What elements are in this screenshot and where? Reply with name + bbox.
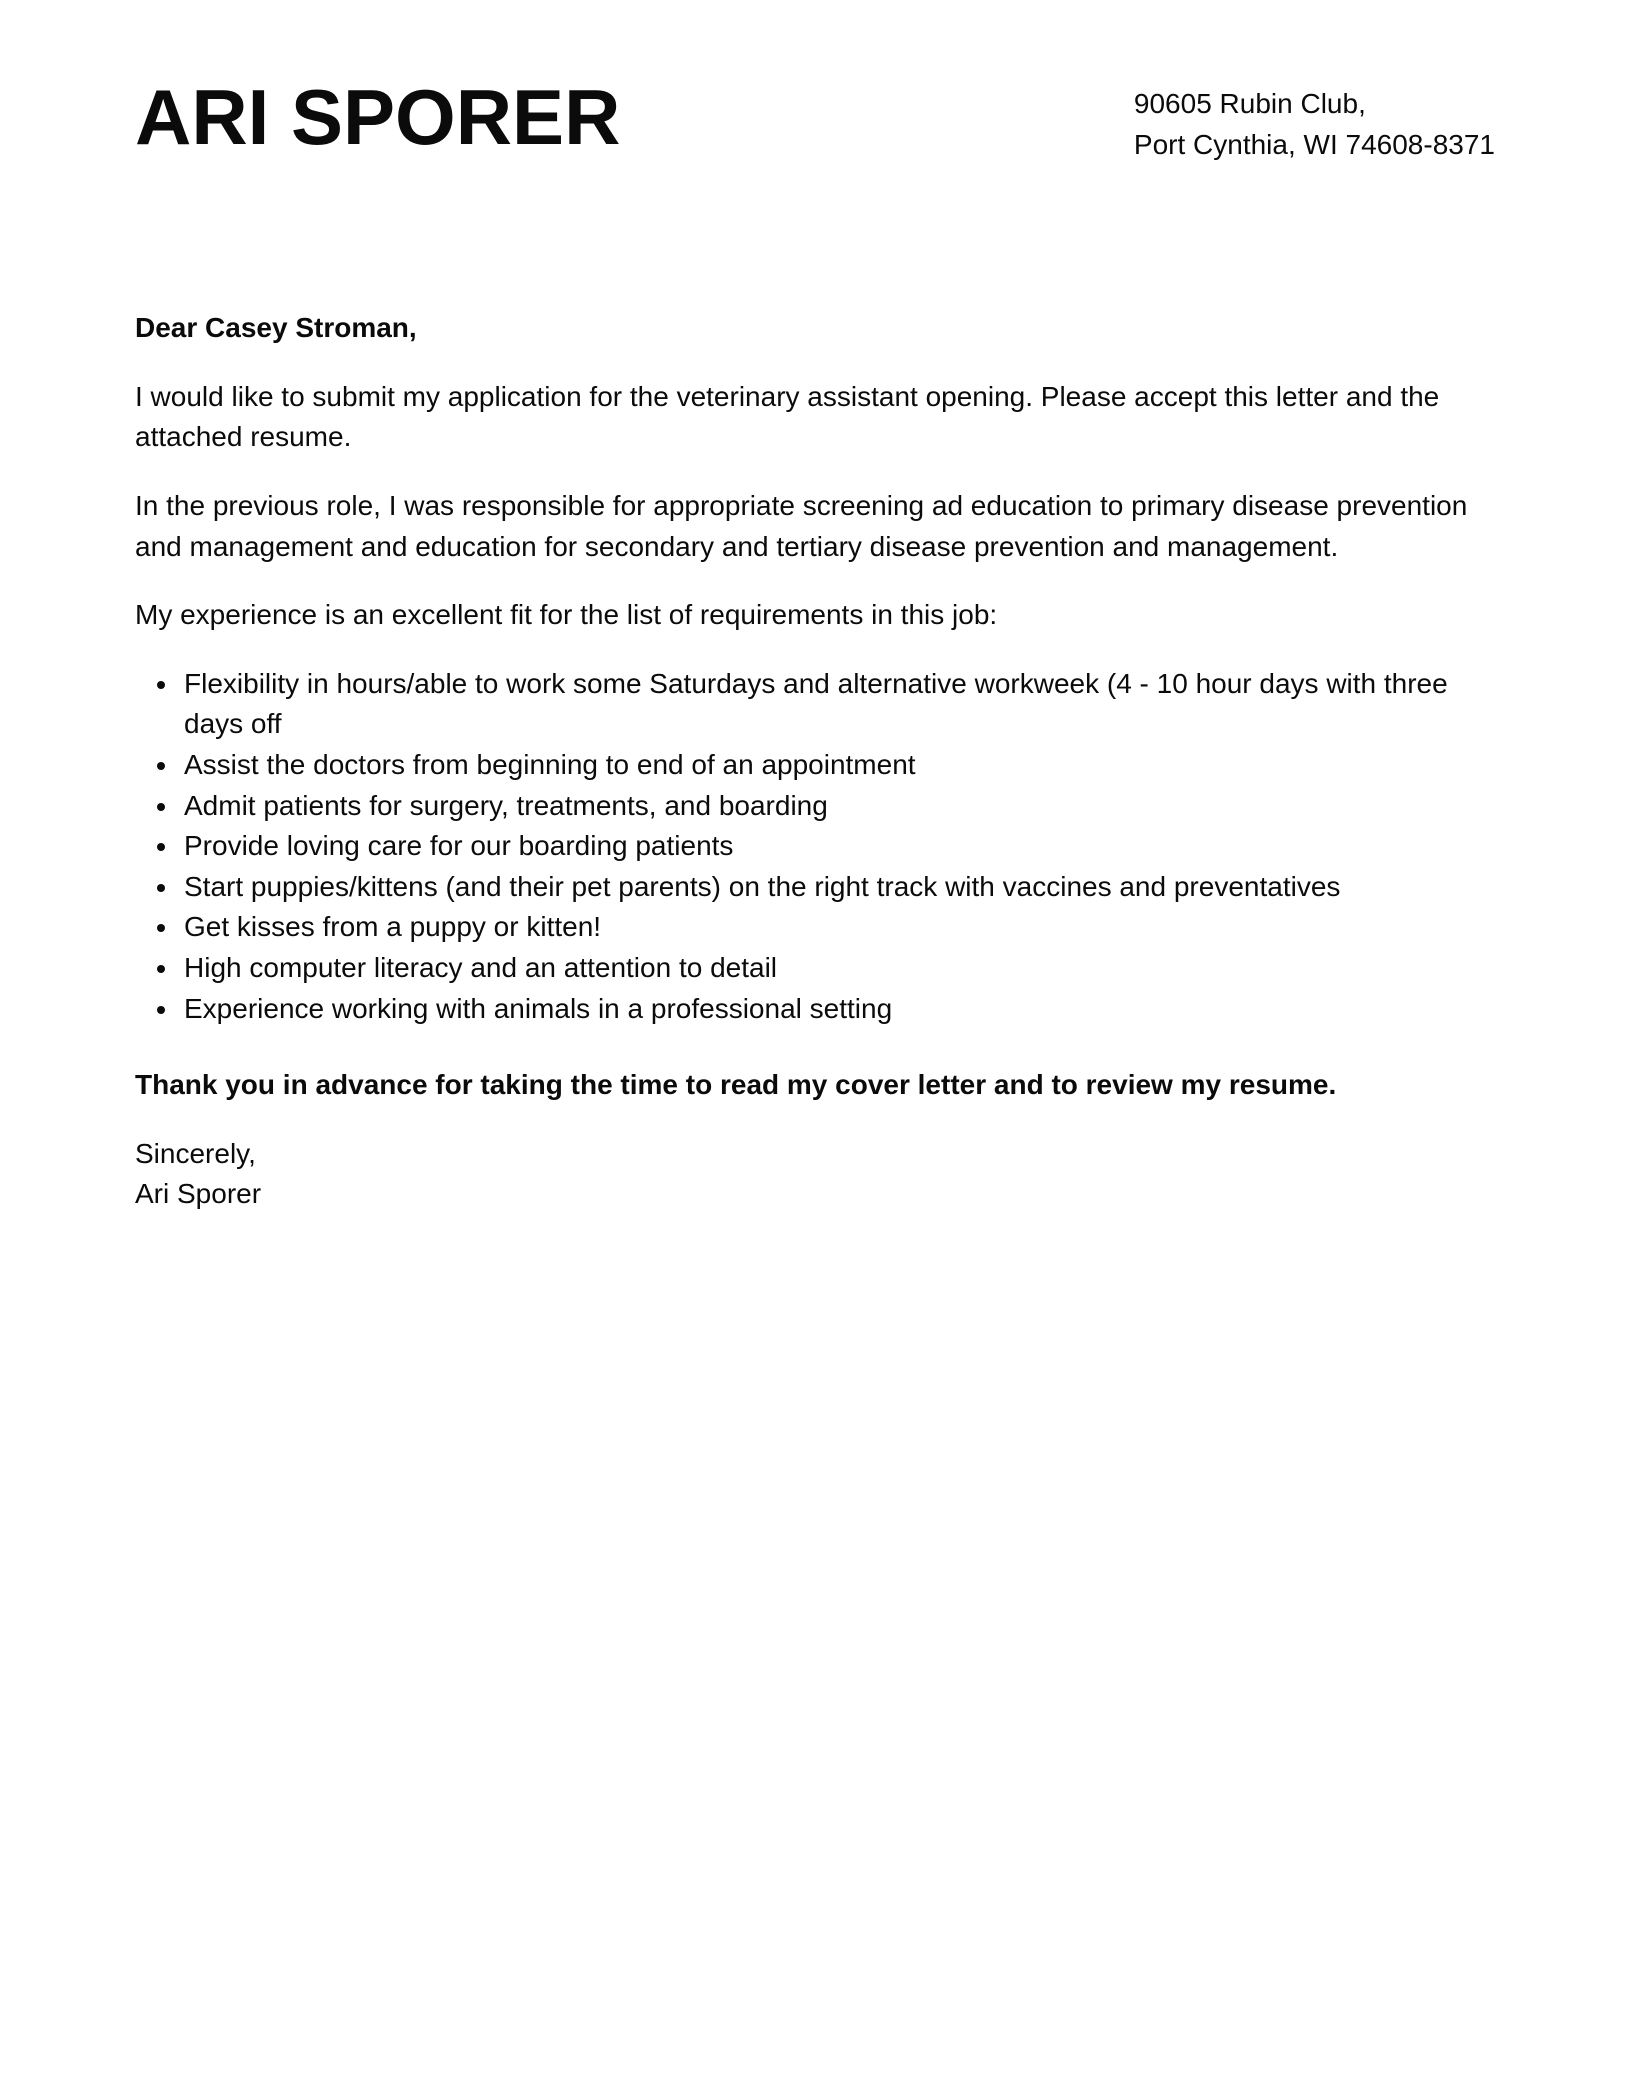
- paragraph-previous-role: In the previous role, I was responsible for appropriate screening ad education to primary disease prevention and management and education for secondary and tertiary disease prevention and management.: [135, 489, 1468, 562]
- paragraph-intro: I would like to submit my application for the veterinary assistant opening. Please accept this letter and the attached resume.: [135, 380, 1440, 453]
- address-line-1: 90605 Rubin Club,: [1133, 88, 1366, 119]
- requirement-item: • Flexibility in hours/able to work some Saturdays and alternative workweek (4 - 10 hour days with three days off: [180, 664, 1495, 745]
- requirement-item: • Start puppies/kittens (and their pet parents) on the right track with vaccines and preventatives: [180, 867, 1495, 908]
- letter-header: [135, 0, 1495, 165]
- requirement-item: • Get kisses from a puppy or kitten!: [180, 907, 1495, 948]
- sender-address: [1134, 84, 1495, 165]
- signoff-block: [135, 1134, 1495, 1215]
- signature-name: Ari Sporer: [135, 1178, 262, 1210]
- requirement-item: • Experience working with animals in a professional setting: [180, 989, 1495, 1030]
- requirement-item: • Admit patients for surgery, treatments, and boarding: [180, 786, 1495, 827]
- sender-name: ARI SPORER: [135, 73, 621, 161]
- requirement-item: • High computer literacy and an attention to detail: [180, 948, 1495, 989]
- address-line-2: Port Cynthia, WI 74608-8371: [1133, 128, 1495, 160]
- greeting: Dear Casey Stroman,: [135, 312, 417, 344]
- closing-emphasis: Thank you in advance for taking the time to read my cover letter and to review my resume.: [135, 1069, 1337, 1101]
- letter-body: [135, 308, 1495, 1215]
- requirement-item: • Provide loving care for our boarding patients: [180, 826, 1495, 867]
- requirement-item: • Assist the doctors from beginning to end of an appointment: [180, 745, 1495, 786]
- requirements-list: [135, 664, 1495, 1029]
- signoff: Sincerely,: [135, 1137, 256, 1169]
- paragraph-fit: My experience is an excellent fit for the list of requirements in this job:: [135, 599, 998, 631]
